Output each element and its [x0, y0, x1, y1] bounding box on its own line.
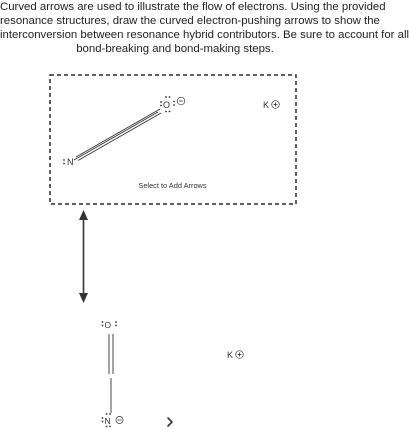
chevron-down-icon[interactable] [168, 418, 172, 426]
select-to-add-arrows-button[interactable]: Select to Add Arrows [138, 181, 207, 190]
instruction-line-4: bond-breaking and bond-making steps. [76, 43, 274, 55]
instruction-line-1: Curved arrows are used to illustrate the flow of electrons. Using the provided [0, 1, 386, 13]
positive-charge-icon [272, 101, 280, 109]
bottom-potassium-ion [227, 350, 243, 360]
top-potassium-ion [263, 100, 279, 110]
bottom-nitrogen-atom: N [104, 416, 111, 426]
top-oxygen-atom: O [163, 100, 171, 110]
instruction-line-3: interconversion between resonance hybrid contributors. Be sure to account for all [0, 29, 409, 41]
bottom-structure [102, 320, 124, 427]
top-structure [63, 96, 185, 167]
negative-charge-icon [116, 416, 123, 423]
positive-charge-icon [236, 351, 244, 359]
top-potassium-label: K [263, 100, 270, 110]
bottom-oxygen-atom: O [104, 320, 112, 330]
negative-charge-icon [177, 97, 185, 105]
resonance-arrow-icon [79, 210, 88, 303]
instruction-line-2: resonance structures, draw the curved electron-pushing arrows to show the [0, 15, 380, 27]
top-nitrogen-atom: N [67, 157, 74, 167]
bottom-potassium-label: K [227, 350, 234, 360]
